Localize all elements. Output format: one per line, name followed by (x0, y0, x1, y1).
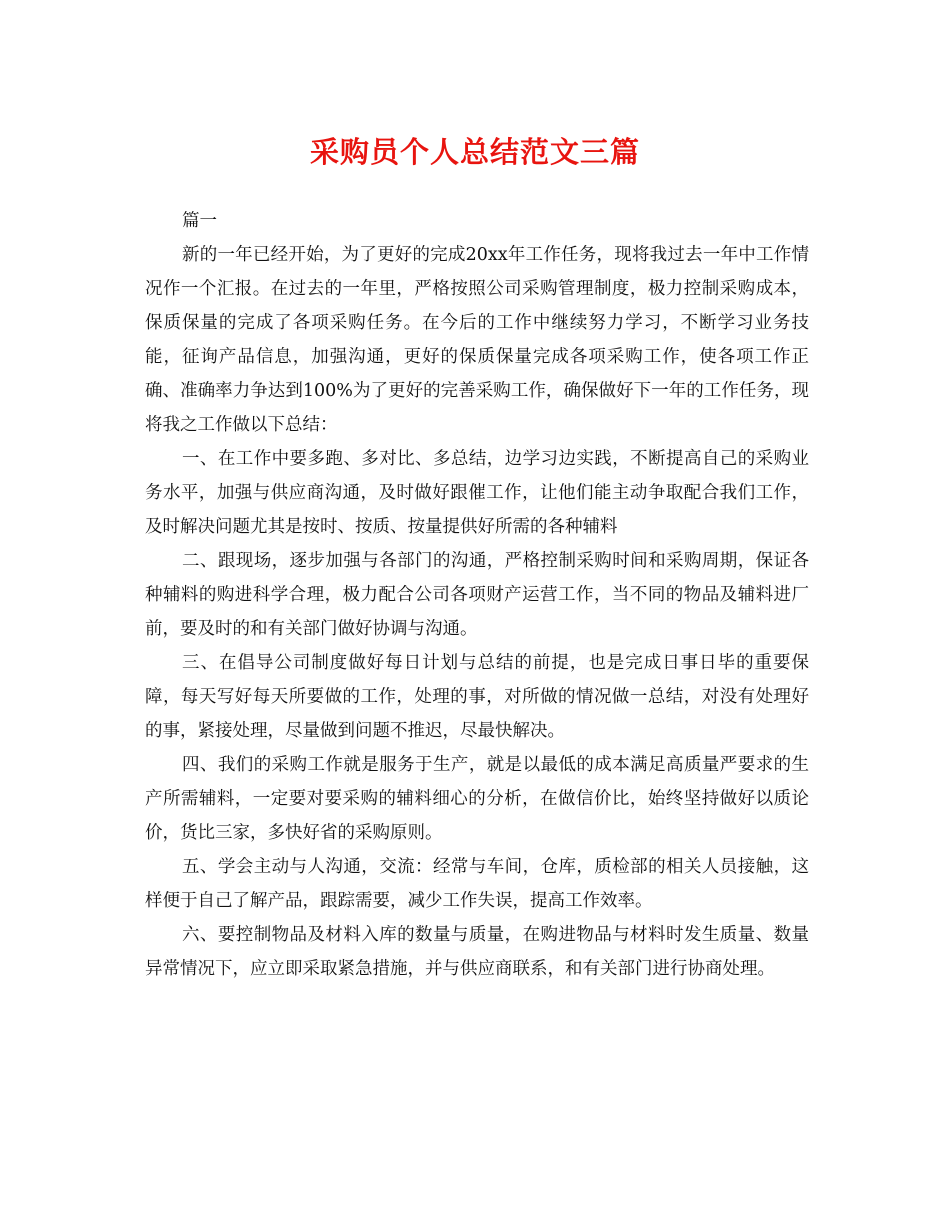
paragraph-point-1: 一、在工作中要多跑、多对比、多总结，边学习边实践，不断提高自己的采购业务水平，加强与供应商沟通，及时做好跟催工作，让他们能主动争取配合我们工作，及时解决问题尤其是按时、按质、按量提供好所需的各种辅料 (145, 449, 809, 537)
paragraph-point-6: 六、要控制物品及材料入库的数量与质量，在购进物品与材料时发生质量、数量异常情况下，应立即采取紧急措施，并与供应商联系，和有关部门进行协商处理。 (145, 925, 809, 979)
paragraph-point-2: 二、跟现场，逐步加强与各部门的沟通，严格控制采购时间和采购周期，保证各种辅料的购进科学合理，极力配合公司各项财产运营工作，当不同的物品及辅料进厂前，要及时的和有关部门做好协调与沟通。 (145, 551, 809, 639)
paragraph-point-4: 四、我们的采购工作就是服务于生产，就是以最低的成本满足高质量严要求的生产所需辅料，一定要对要采购的辅料细心的分析，在做信价比，始终坚持做好以质论价，货比三家，多快好省的采购原则。 (145, 755, 809, 843)
paragraph-point-5: 五、学会主动与人沟通，交流：经常与车间，仓库，质检部的相关人员接触，这样便于自己了解产品，跟踪需要，减少工作失误，提高工作效率。 (145, 857, 809, 911)
document-body (145, 204, 809, 986)
document-title: 采购员个人总结范文三篇 (309, 135, 640, 169)
paragraph-point-3: 三、在倡导公司制度做好每日计划与总结的前提，也是完成日事日毕的重要保障，每天写好每天所要做的工作，处理的事，对所做的情况做一总结，对没有处理好的事，紧接处理，尽量做到问题不推迟，尽最快解决。 (145, 653, 809, 741)
paragraph-intro: 新的一年已经开始，为了更好的完成20xx年工作任务，现将我过去一年中工作情况作一个汇报。在过去的一年里，严格按照公司采购管理制度，极力控制采购成本，保质保量的完成了各项采购任务。在今后的工作中继续努力学习，不断学习业务技能，征询产品信息，加强沟通，更好的保质保量完成各项采购工作，使各项工作正确、准确率力争达到100%为了更好的完善采购工作，确保做好下一年的工作任务，现将我之工作做以下总结： (145, 245, 809, 435)
section-heading: 篇一 (182, 211, 217, 231)
